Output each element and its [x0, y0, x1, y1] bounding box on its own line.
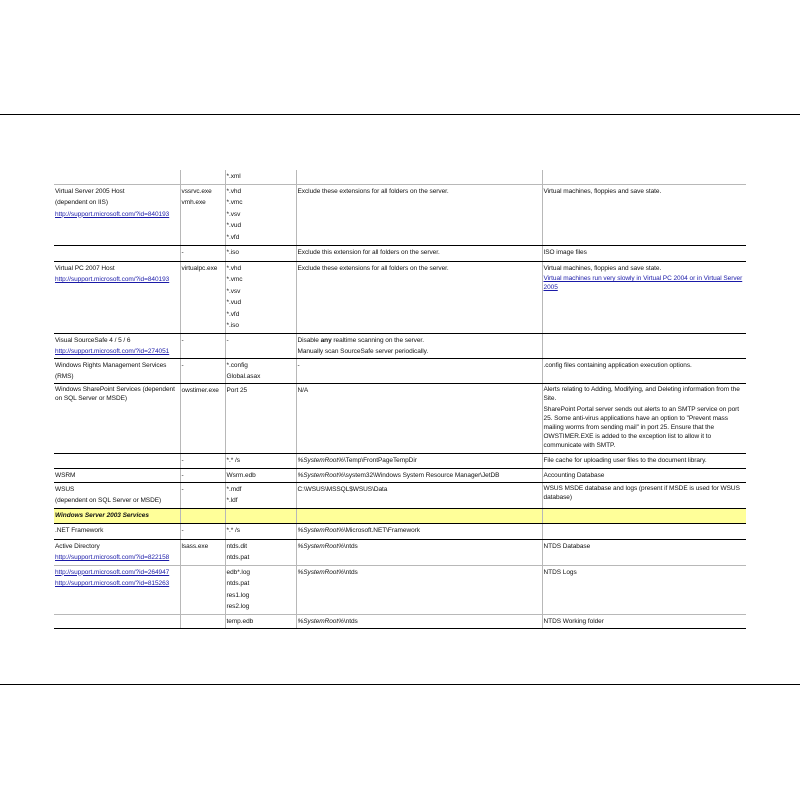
path-text — [298, 567, 541, 579]
notes-text: Virtual machines, floppies and save state. — [543, 187, 662, 195]
cell-process — [180, 453, 225, 468]
cell-path — [296, 261, 542, 333]
cell-files — [225, 565, 296, 614]
cell-service — [54, 358, 180, 383]
file-ext: *.vsv — [226, 287, 241, 295]
cell-service — [54, 482, 180, 508]
cell-notes — [542, 614, 746, 628]
path-text-bold: any — [320, 336, 332, 344]
cell-path — [296, 468, 542, 482]
notes-text: .config files containing application execution options. — [543, 361, 692, 369]
cell-notes — [542, 539, 746, 565]
section-cell — [180, 508, 225, 523]
path-var: %SystemRoot% — [297, 471, 344, 479]
file-ext: - — [226, 336, 229, 344]
section-title: Windows Server 2003 Services — [54, 508, 180, 523]
document-page — [0, 114, 800, 685]
path-text — [298, 525, 541, 537]
cell-service — [54, 468, 180, 482]
table-row — [54, 333, 746, 358]
file-ext: *.vmc — [226, 276, 243, 283]
cell-service — [54, 453, 180, 468]
path-text: Exclude these extensions for all folders on the server. — [297, 264, 449, 272]
file-ext: *.xml — [226, 173, 241, 180]
file-ext: *.vsv — [226, 210, 241, 218]
cell-process — [180, 358, 225, 383]
notes-text: ISO image files — [543, 248, 587, 256]
file-ext: *.* /s — [226, 456, 240, 464]
notes-text: File cache for uploading user files to the document library. — [543, 456, 707, 464]
table-row — [54, 383, 746, 453]
path-rest: \Microsoft.NET\Framework — [343, 526, 420, 534]
process-name: - — [181, 485, 184, 493]
cell-process — [180, 383, 225, 453]
cell-service — [54, 383, 180, 453]
cell-notes — [542, 358, 746, 383]
table-row — [54, 453, 746, 468]
file-ext: *.* /s — [226, 526, 240, 534]
path-text — [298, 616, 541, 628]
service-dependency: (dependent on IIS) — [55, 199, 108, 206]
cell-process — [180, 565, 225, 614]
kb-article-link[interactable]: Virtual machines run very slowly in Virtual PC 2004 or in Virtual Server 2005 — [543, 275, 743, 291]
kb-link[interactable]: http://support.microsoft.com/?id=815263 — [55, 580, 170, 587]
table-row — [54, 245, 746, 261]
exclusions-table-wrap — [54, 170, 746, 629]
cell-process — [180, 170, 225, 184]
service-name: WSRM — [55, 471, 76, 479]
process-name: - — [181, 471, 184, 479]
path-text — [298, 470, 541, 482]
notes-text: NTDS Working folder — [543, 617, 604, 625]
path-text: Manually scan SourceSafe server periodically. — [297, 348, 429, 355]
notes-text: NTDS Database — [543, 542, 591, 550]
service-name: WSUS — [55, 485, 75, 493]
cell-path — [296, 539, 542, 565]
file-ext: *.mdf — [226, 485, 242, 493]
file-ext: *.vmc — [226, 199, 243, 206]
cell-path — [296, 565, 542, 614]
cell-notes — [542, 565, 746, 614]
cell-files — [225, 170, 296, 184]
file-ext: edb*.log — [226, 568, 250, 576]
cell-notes — [542, 383, 746, 453]
service-name: Active Directory — [55, 542, 100, 550]
file-ext: *.vud — [226, 299, 242, 306]
cell-process — [180, 539, 225, 565]
file-ext: *.ldf — [226, 497, 238, 504]
service-dependency: (dependent on SQL Server or MSDE) — [55, 497, 162, 504]
process-name: vmh.exe — [181, 199, 206, 206]
service-name: Virtual PC 2007 Host — [55, 264, 115, 272]
section-header-row — [54, 508, 746, 523]
cell-path — [296, 383, 542, 453]
notes-text: NTDS Logs — [543, 568, 577, 576]
notes-text: Accounting Database — [543, 471, 605, 479]
notes-text: Virtual machines, floppies and save state. — [543, 264, 662, 272]
process-name: vssrvc.exe — [181, 187, 212, 195]
process-name: - — [181, 526, 184, 534]
file-ext: Wsrm.edb — [226, 471, 256, 479]
file-ext: temp.edb — [226, 617, 254, 625]
table-row — [54, 261, 746, 333]
path-rest: \ntds — [343, 542, 358, 550]
file-ext: *.vfd — [226, 233, 240, 241]
file-ext: *.iso — [226, 248, 239, 256]
cell-service — [54, 565, 180, 614]
cell-path — [296, 614, 542, 628]
cell-process — [180, 614, 225, 628]
file-ext: *.vhd — [226, 264, 242, 272]
process-name: - — [181, 361, 184, 369]
file-ext: *.vhd — [226, 187, 242, 195]
service-name: .NET Framework — [55, 526, 104, 534]
file-ext: *.vud — [226, 222, 242, 229]
cell-service — [54, 523, 180, 539]
path-var: %SystemRoot% — [297, 526, 344, 534]
cell-notes — [542, 453, 746, 468]
kb-link[interactable]: http://support.microsoft.com/?id=822158 — [55, 554, 170, 561]
process-name: - — [181, 248, 184, 256]
cell-notes — [542, 482, 746, 508]
cell-notes — [542, 184, 746, 245]
section-cell — [542, 508, 746, 523]
notes-text: WSUS MSDE database and logs (present if MSDE is used for WSUS database) — [543, 484, 740, 501]
path-text-post: realtime scanning on the server. — [331, 336, 424, 344]
cell-files — [225, 261, 296, 333]
table-row — [54, 565, 746, 614]
service-name: Windows SharePoint Services (dependent on SQL Server or MSDE) — [55, 385, 175, 402]
path-var: %SystemRoot% — [297, 568, 344, 576]
cell-path — [296, 358, 542, 383]
cell-service — [54, 170, 180, 184]
table-row — [54, 358, 746, 383]
cell-notes — [542, 333, 746, 358]
process-name: lsass.exe — [181, 542, 209, 550]
cell-notes — [542, 245, 746, 261]
cell-files — [225, 184, 296, 245]
cell-process — [180, 482, 225, 508]
file-ext: ntds.pat — [226, 554, 250, 561]
table-row — [54, 482, 746, 508]
notes-text: SharePoint Portal server sends out alerts to an SMTP service on port 25. Some anti-virus applications have an option to "Prevent mass mailing worms from sending mail" in port 25. Ensure that the OWSTIMER.EXE is added to the exception list to allow it to communicate with SMTP. — [543, 405, 740, 449]
cell-files — [225, 482, 296, 508]
cell-service — [54, 539, 180, 565]
cell-files — [225, 453, 296, 468]
cell-path — [296, 482, 542, 508]
path-text: Exclude these extensions for all folders on the server. — [297, 187, 449, 195]
cell-files — [225, 358, 296, 383]
path-text: Exclude this extension for all folders on the server. — [297, 248, 440, 256]
process-name: virtualpc.exe — [181, 264, 218, 272]
table-row — [54, 184, 746, 245]
file-ext: res2.log — [226, 603, 250, 610]
path-text: - — [297, 361, 300, 369]
cell-service — [54, 184, 180, 245]
table-row — [54, 614, 746, 628]
cell-files — [225, 333, 296, 358]
cell-process — [180, 523, 225, 539]
cell-files — [225, 383, 296, 453]
cell-path — [296, 170, 542, 184]
cell-process — [180, 245, 225, 261]
cell-service — [54, 614, 180, 628]
file-ext: Global.asax — [226, 373, 261, 380]
cell-service — [54, 261, 180, 333]
file-ext: *.config — [226, 361, 248, 369]
file-ext: Port 25 — [226, 386, 248, 394]
path-text-pre: Disable — [297, 336, 321, 344]
cell-notes — [542, 261, 746, 333]
kb-link[interactable]: http://support.microsoft.com/?id=274051 — [55, 348, 170, 355]
kb-link[interactable]: http://support.microsoft.com/?id=840193 — [55, 276, 170, 283]
cell-files — [225, 614, 296, 628]
section-cell — [225, 508, 296, 523]
table-row — [54, 523, 746, 539]
kb-link[interactable]: http://support.microsoft.com/?id=264947 — [55, 568, 170, 576]
path-var: %SystemRoot% — [297, 542, 344, 550]
path-rest: \Temp\FrontPageTempDir — [343, 456, 417, 464]
cell-path — [296, 453, 542, 468]
cell-files — [225, 468, 296, 482]
file-ext: res1.log — [226, 591, 250, 599]
service-name: Visual SourceSafe 4 / 5 / 6 — [55, 336, 131, 344]
kb-link[interactable]: http://support.microsoft.com/?id=840193 — [55, 210, 170, 218]
cell-path — [296, 184, 542, 245]
notes-text: Alerts relating to Adding, Modifying, and Deleting information from the Site. — [543, 385, 740, 402]
path-text: C:\WSUS\MSSQL$WSUS\Data — [297, 485, 388, 493]
path-rest: \system32\Windows System Resource Manager\JetDB — [343, 471, 500, 479]
table-row — [54, 468, 746, 482]
cell-files — [225, 539, 296, 565]
table-row — [54, 539, 746, 565]
section-cell — [296, 508, 542, 523]
process-name: - — [181, 456, 184, 464]
cell-process — [180, 184, 225, 245]
path-rest: \ntds — [343, 568, 358, 576]
cell-files — [225, 523, 296, 539]
cell-path — [296, 523, 542, 539]
service-name: Virtual Server 2005 Host — [55, 187, 125, 195]
cell-path — [296, 245, 542, 261]
process-name: owstimer.exe — [181, 386, 219, 394]
path-text — [298, 335, 541, 347]
cell-process — [180, 468, 225, 482]
cell-path — [296, 333, 542, 358]
file-ext: ntds.pat — [226, 580, 250, 587]
cell-service — [54, 333, 180, 358]
cell-files — [225, 245, 296, 261]
path-rest: \ntds — [343, 617, 358, 625]
file-ext: *.vfd — [226, 310, 240, 318]
cell-notes — [542, 170, 746, 184]
exclusions-table — [54, 170, 746, 629]
table-row — [54, 170, 746, 184]
path-text — [298, 455, 541, 467]
file-ext: ntds.dit — [226, 542, 248, 550]
path-var: %SystemRoot% — [297, 617, 344, 625]
cell-notes — [542, 468, 746, 482]
cell-service — [54, 245, 180, 261]
process-name: - — [181, 336, 184, 344]
cell-process — [180, 261, 225, 333]
path-text — [298, 541, 541, 553]
service-name: Windows Rights Management Services (RMS) — [55, 361, 167, 380]
path-var: %SystemRoot% — [297, 456, 344, 464]
cell-notes — [542, 523, 746, 539]
path-text: N/A — [297, 386, 309, 394]
file-ext: *.iso — [226, 322, 239, 329]
cell-process — [180, 333, 225, 358]
